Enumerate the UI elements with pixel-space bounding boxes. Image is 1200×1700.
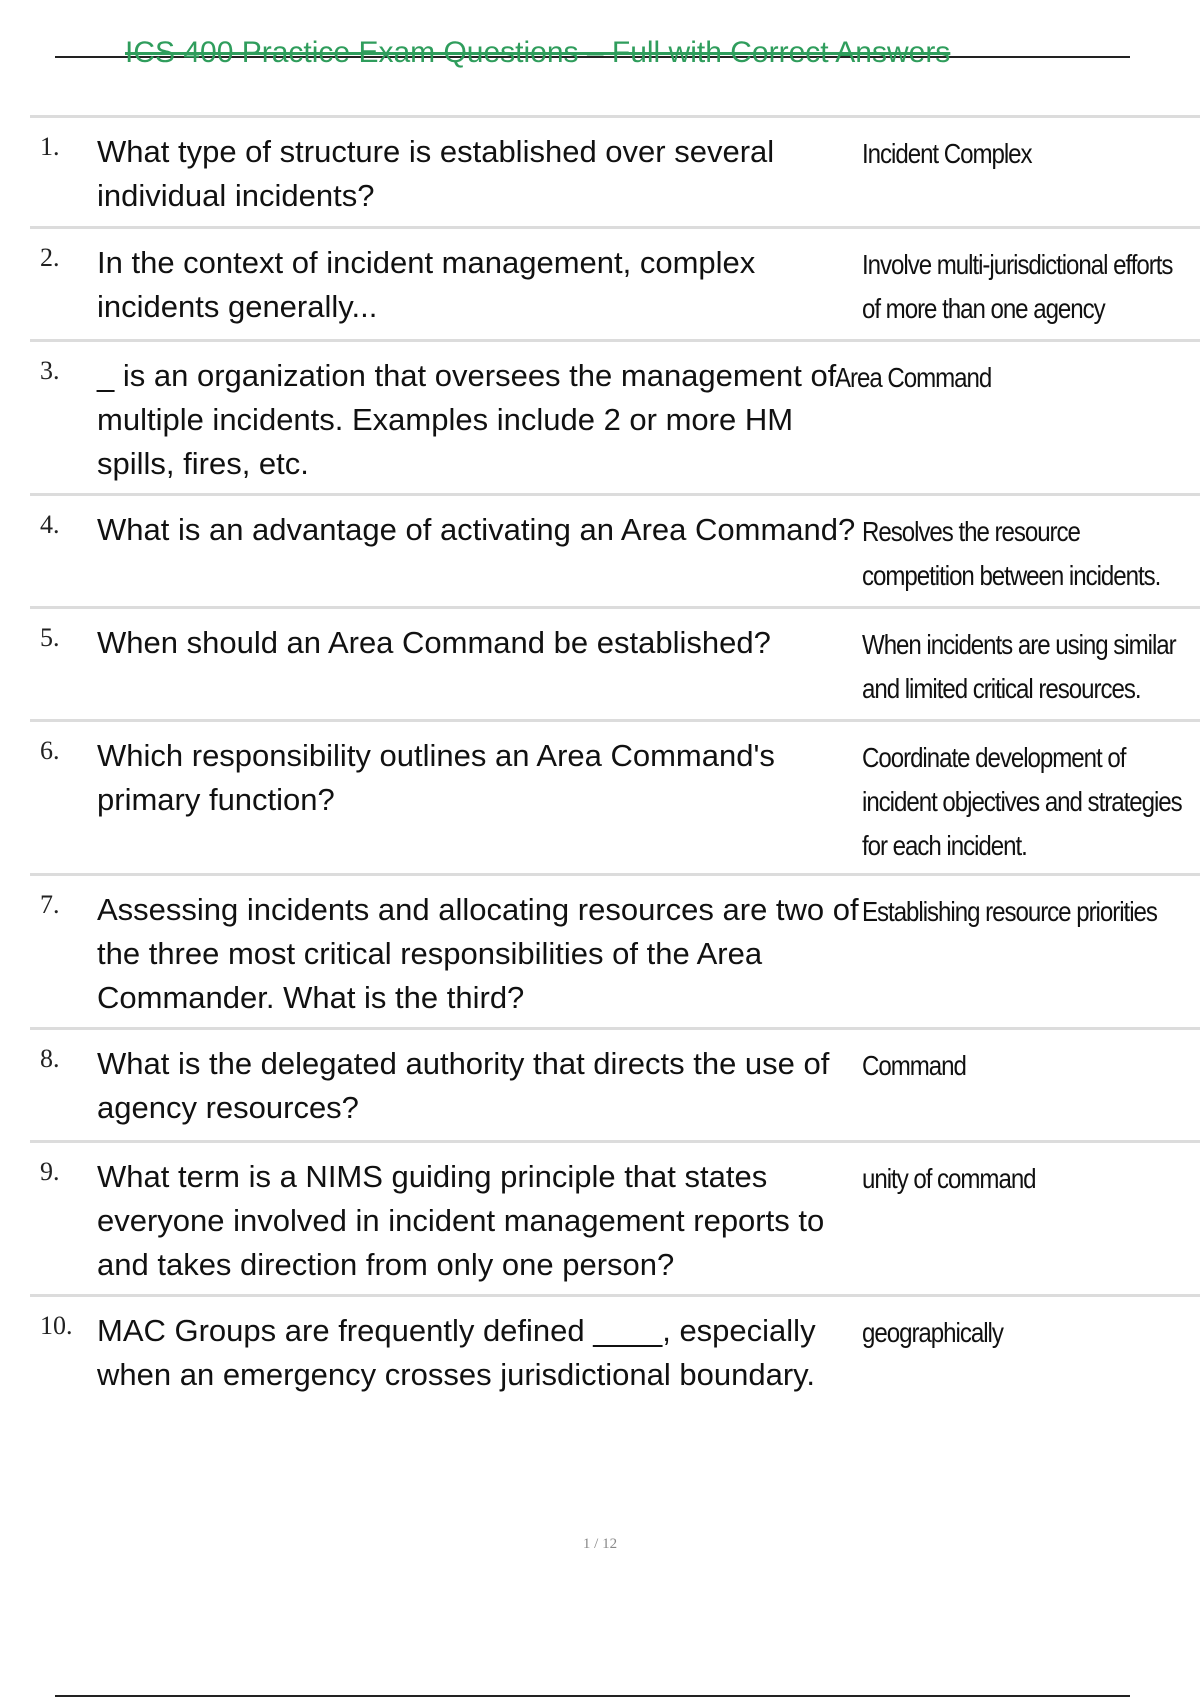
question-row <box>30 226 1200 339</box>
question-number: 7. <box>40 890 60 919</box>
question-number: 6. <box>40 736 60 765</box>
question-row <box>30 1294 1200 1447</box>
answer-text: When incidents are using similar and limited critical resources. <box>862 629 1176 704</box>
answer-text: Involve multi-jurisdictional efforts of more than one agency <box>862 249 1173 324</box>
question-row <box>30 115 1200 226</box>
answer-text: Resolves the resource competition between incidents. <box>862 516 1161 591</box>
question-number: 8. <box>40 1044 60 1073</box>
question-text: Assessing incidents and allocating resources are two of the three most critical responsibilities of the Area Commander. What is the third? <box>97 892 859 1015</box>
answer-text: Establishing resource priorities <box>862 896 1157 927</box>
question-text: Which responsibility outlines an Area Command's primary function? <box>97 738 775 817</box>
question-text: What term is a NIMS guiding principle that states everyone involved in incident management reports to and takes direction from only one person? <box>97 1159 825 1282</box>
answer-text: Command <box>862 1050 966 1081</box>
question-text: What is the delegated authority that directs the use of agency resources? <box>97 1046 830 1125</box>
answer-text: Coordinate development of incident objectives and strategies for each incident. <box>862 742 1182 861</box>
question-row <box>30 873 1200 1027</box>
question-text: What type of structure is established over several individual incidents? <box>97 134 775 213</box>
question-row <box>30 1140 1200 1294</box>
answer-text: geographically <box>862 1317 1003 1348</box>
question-row <box>30 719 1200 873</box>
question-number: 1. <box>40 132 60 161</box>
answer-text: Incident Complex <box>862 138 1032 169</box>
question-row <box>30 339 1200 493</box>
question-text: In the context of incident management, complex incidents generally... <box>97 245 756 324</box>
question-number: 5. <box>40 623 60 652</box>
question-number: 9. <box>40 1157 60 1186</box>
footer-rule <box>55 1695 1130 1697</box>
question-text: When should an Area Command be established? <box>97 625 771 660</box>
document-title: ICS 400 Practice Exam Questions – Full with Correct Answers <box>125 36 951 69</box>
question-row <box>30 606 1200 719</box>
answer-text: unity of command <box>862 1163 1036 1194</box>
question-text: MAC Groups are frequently defined ____, especially when an emergency crosses jurisdictional boundary. <box>97 1313 816 1392</box>
question-list <box>30 115 1200 1447</box>
question-number: 3. <box>40 356 60 385</box>
answer-text: Area Command <box>835 362 992 393</box>
page-indicator: 1 / 12 <box>582 1536 618 1552</box>
question-number: 4. <box>40 510 60 539</box>
page-header <box>55 30 1130 70</box>
question-number: 2. <box>40 243 60 272</box>
question-text: _ is an organization that oversees the management of multiple incidents. Examples include 2 or more HM spills, fires, etc. <box>97 358 837 481</box>
question-row <box>30 493 1200 606</box>
question-row <box>30 1027 1200 1140</box>
question-number: 10. <box>40 1311 73 1340</box>
question-text: What is an advantage of activating an Area Command? <box>97 512 856 547</box>
